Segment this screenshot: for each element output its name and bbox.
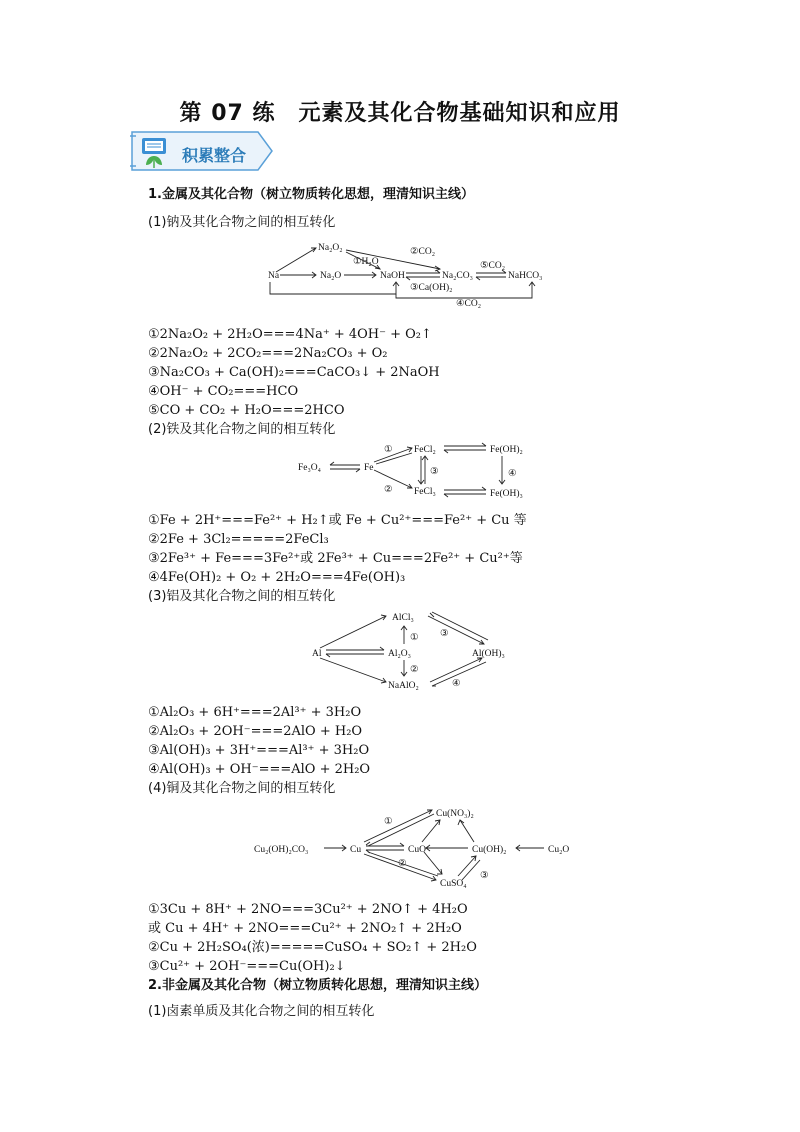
cu-eq-1: ①3Cu + 8H⁺ + 2NO===3Cu²⁺ + 2NO↑ + 4H₂O xyxy=(148,902,468,917)
copper-diagram xyxy=(252,800,582,890)
naoh-node: NaOH xyxy=(380,271,405,281)
section1-sub4: (4)铜及其化合物之间的相互转化 xyxy=(148,781,336,796)
fecl3-node: FeCl₃ xyxy=(414,487,436,497)
al-eq-3: ③Al(OH)₃ + 3H⁺===Al³⁺ + 3H₂O xyxy=(148,743,370,758)
sodium-diagram xyxy=(260,236,560,314)
nahco3-node: NaHCO₃ xyxy=(508,271,543,281)
cuso4-node: CuSO₄ xyxy=(440,879,467,889)
na2co3-node: Na₂CO₃ xyxy=(442,271,473,281)
al2o3-node: Al₂O₃ xyxy=(388,649,411,659)
iron-diagram xyxy=(294,440,544,506)
section2-sub1: (1)卤素单质及其化合物之间的相互转化 xyxy=(148,1004,375,1019)
aloh3-node: Al(OH)₃ xyxy=(472,649,505,659)
fe-label-2: ② xyxy=(384,485,393,495)
al-label-1: ① xyxy=(410,633,419,643)
al-label-2: ② xyxy=(410,665,419,675)
section2-heading: 2.非金属及其化合物（树立物质转化思想，理清知识主线） xyxy=(148,978,487,993)
fe-eq-4: ④4Fe(OH)₂ + O₂ + 2H₂O===4Fe(OH)₃ xyxy=(148,570,406,585)
na-node: Na xyxy=(268,271,280,281)
na2o-node: Na₂O xyxy=(320,271,342,281)
feoh3-node: Fe(OH)₃ xyxy=(490,489,523,499)
fecl2-node: FeCl₂ xyxy=(414,445,436,455)
cu-node: Cu xyxy=(350,845,362,855)
na-eq-4: ④OH⁻ + CO₂===HCO xyxy=(148,384,299,399)
na-eq-5: ⑤CO + CO₂ + H₂O===2HCO xyxy=(148,403,345,418)
section1-sub3: (3)铝及其化合物之间的相互转化 xyxy=(148,589,336,604)
cuo-node: CuO xyxy=(408,845,426,855)
na2o2-node: Na₂O₂ xyxy=(318,243,343,253)
na-eq-2: ②2Na₂O₂ + 2CO₂===2Na₂CO₃ + O₂ xyxy=(148,346,388,361)
cu-eq-2: ②Cu + 2H₂SO₄(浓)=====CuSO₄ + SO₂↑ + 2H₂O xyxy=(148,940,477,955)
cuno32-node: Cu(NO₃)₂ xyxy=(436,809,474,819)
na-label-5: ⑤CO₂ xyxy=(480,261,506,271)
fe-label-4: ④ xyxy=(508,469,517,479)
na-label-1: ①H₂O xyxy=(353,257,379,267)
alcl3-node: AlCl₃ xyxy=(392,613,414,623)
naalo2-node: NaAlO₂ xyxy=(388,681,419,691)
cu-eq-1b: 或 Cu + 4H⁺ + 2NO===Cu²⁺ + 2NO₂↑ + 2H₂O xyxy=(148,921,462,936)
fe-eq-1: ①Fe + 2H⁺===Fe²⁺ + H₂↑或 Fe + Cu²⁺===Fe²⁺ + Cu 等 xyxy=(148,513,527,528)
section1-sub2: (2)铁及其化合物之间的相互转化 xyxy=(148,422,336,437)
badge-label: 积累整合 xyxy=(182,146,247,165)
fe-eq-2: ②2Fe + 3Cl₂=====2FeCl₃ xyxy=(148,532,329,547)
cu-label-1: ① xyxy=(384,817,393,827)
na-label-3: ③Ca(OH)₂ xyxy=(410,283,453,293)
al-node: Al xyxy=(312,649,322,659)
al-eq-1: ①Al₂O₃ + 6H⁺===2Al³⁺ + 3H₂O xyxy=(148,705,362,720)
section1-sub1: (1)钠及其化合物之间的相互转化 xyxy=(148,215,336,230)
fe-label-1: ① xyxy=(384,445,393,455)
cu-eq-3: ③Cu²⁺ + 2OH⁻===Cu(OH)₂↓ xyxy=(148,959,346,974)
page-title: 第 07 练 元素及其化合物基础知识和应用 xyxy=(179,101,621,126)
na-label-2: ②CO₂ xyxy=(410,247,436,257)
na-eq-1: ①2Na₂O₂ + 2H₂O===4Na⁺ + 4OH⁻ + O₂↑ xyxy=(148,327,432,342)
fe-eq-3: ③2Fe³⁺ + Fe===3Fe²⁺或 2Fe³⁺ + Cu===2Fe²⁺ + Cu²⁺等 xyxy=(148,551,523,566)
al-eq-4: ④Al(OH)₃ + OH⁻===AlO + 2H₂O xyxy=(148,762,371,777)
cu-label-3: ③ xyxy=(480,871,489,881)
na-eq-3: ③Na₂CO₃ + Ca(OH)₂===CaCO₃↓ + 2NaOH xyxy=(148,365,440,380)
na-label-4: ④CO₂ xyxy=(456,299,482,309)
al-label-4: ④ xyxy=(452,679,461,689)
section1-heading: 1.金属及其化合物（树立物质转化思想，理清知识主线） xyxy=(148,187,474,202)
feoh2-node: Fe(OH)₂ xyxy=(490,445,523,455)
cu2o-node: Cu₂O xyxy=(548,845,570,855)
fe-label-3: ③ xyxy=(430,467,439,477)
cu-label-2: ② xyxy=(398,859,407,869)
fe-node: Fe xyxy=(364,463,374,473)
al-eq-2: ②Al₂O₃ + 2OH⁻===2AlO + H₂O xyxy=(148,724,363,739)
aluminum-diagram xyxy=(306,608,526,694)
al-label-3: ③ xyxy=(440,629,449,639)
cu2oh2co3-node: Cu₂(OH)₂CO₃ xyxy=(254,845,309,855)
cuoh2-node: Cu(OH)₂ xyxy=(472,845,507,855)
fe3o4-node: Fe₃O₄ xyxy=(298,463,321,473)
